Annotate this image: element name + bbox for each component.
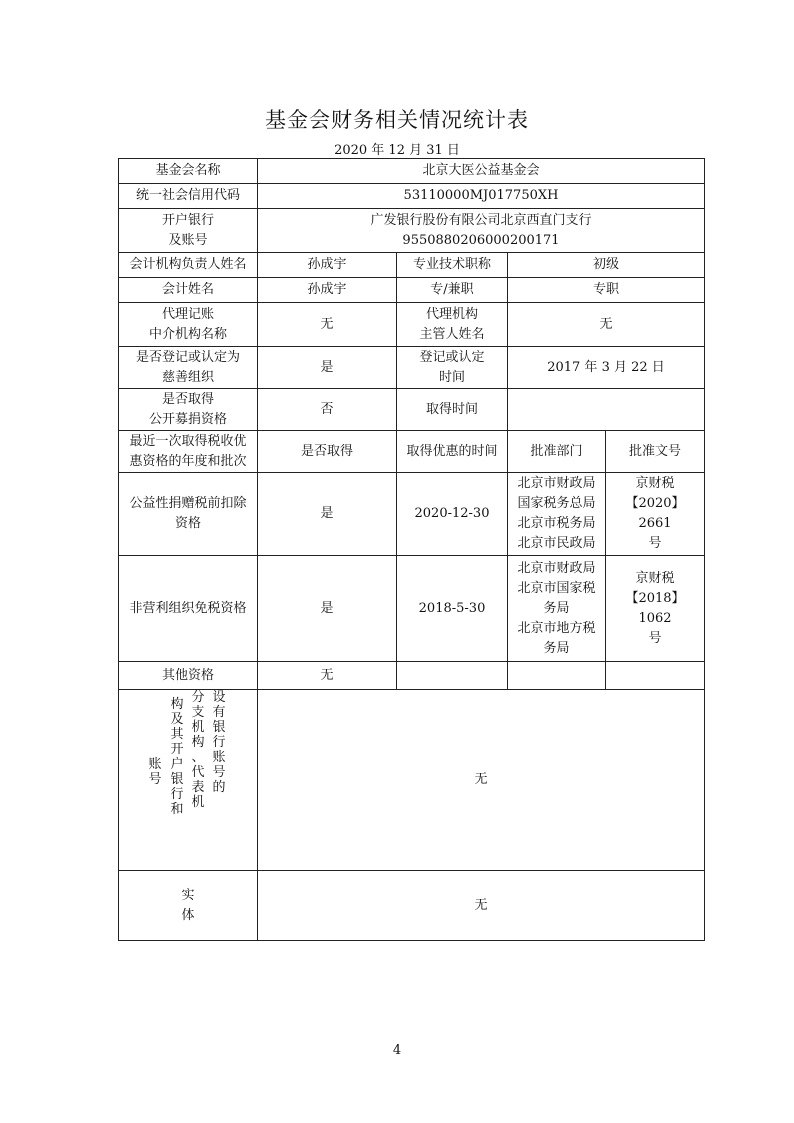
tax-header-label	[119, 431, 258, 473]
vertical-column	[212, 690, 226, 795]
vertical-char: 构	[170, 697, 184, 712]
acct-head-value: 孙成宇	[258, 253, 397, 278]
entity-value: 无	[258, 871, 705, 941]
doc-line: 京财税	[635, 570, 675, 586]
entity-label-char: 体	[181, 907, 195, 923]
row-entity	[119, 871, 705, 941]
vertical-char: 构	[191, 735, 205, 750]
fundraise-label	[119, 389, 258, 431]
doc-line: 京财税	[635, 476, 675, 491]
fundraise-value: 否	[258, 389, 397, 431]
row-bank	[119, 209, 705, 253]
row-tax-exempt	[119, 556, 705, 662]
dept-line: 务局	[543, 640, 570, 656]
page-title: 基金会财务相关情况统计表	[265, 108, 529, 132]
vertical-char: 设	[212, 690, 226, 705]
tax-row-label-line: 资格	[174, 516, 201, 531]
charity-time-label-line: 时间	[438, 369, 465, 385]
dept-line: 北京市国家税	[517, 580, 596, 596]
agency-label-line: 中介机构名称	[148, 326, 227, 342]
vertical-char: 银	[170, 772, 184, 787]
page-number: 4	[392, 1043, 402, 1058]
vertical-char: 号	[212, 765, 226, 780]
doc-line: 【2018】1062	[625, 590, 685, 626]
other-empty	[397, 662, 508, 690]
vertical-char: 及	[170, 712, 184, 727]
dept-line: 务局	[543, 600, 570, 616]
vertical-char: 账	[212, 750, 226, 765]
tax-header-time: 取得优惠的时间	[397, 431, 508, 473]
vertical-char: 机	[191, 795, 205, 810]
accountant-label: 会计姓名	[119, 278, 258, 303]
row-agency	[119, 303, 705, 347]
credit-code-label: 统一社会信用代码	[119, 184, 258, 209]
tax-row-label	[119, 473, 258, 556]
row-accountant	[119, 278, 705, 303]
report-date: 2020 年 12 月 31 日	[334, 143, 460, 158]
dept-line: 北京市税务局	[517, 516, 596, 531]
other-value: 无	[258, 662, 397, 690]
tax-row-doc	[606, 556, 705, 662]
charity-value: 是	[258, 347, 397, 389]
dept-line: 北京市民政局	[517, 536, 596, 551]
vertical-char: 分	[191, 690, 205, 705]
tax-row-doc	[606, 473, 705, 556]
entity-label-vertical	[122, 886, 254, 926]
dept-line: 国家税务总局	[517, 496, 596, 511]
vertical-char: 、	[191, 750, 205, 765]
other-label: 其他资格	[119, 662, 258, 690]
vertical-column	[148, 757, 162, 787]
entity-label	[119, 871, 258, 941]
vertical-char: 账	[148, 757, 162, 772]
row-credit-code	[119, 184, 705, 209]
charity-time-value: 2017 年 3 月 22 日	[508, 347, 705, 389]
doc-line: 号	[648, 536, 662, 551]
doc-line: 【2020】2661	[625, 496, 685, 531]
vertical-char: 其	[170, 727, 184, 742]
bank-account: 9550880206000200171	[402, 232, 560, 248]
vertical-char: 户	[170, 757, 184, 772]
fund-name-label: 基金会名称	[119, 159, 258, 184]
agency-head-label	[397, 303, 508, 347]
tax-row-time: 2020-12-30	[397, 473, 508, 556]
tax-row-label-line: 非营利组织免税资格	[129, 600, 247, 616]
fundraise-label-line: 公开募捐资格	[148, 411, 227, 427]
dept-line: 北京市财政局	[517, 560, 596, 576]
row-tax-header	[119, 431, 705, 473]
tax-header-doc: 批准文号	[606, 431, 705, 473]
fulltime-value: 专职	[508, 278, 705, 303]
agency-head-value: 无	[508, 303, 705, 347]
entity-label-char: 实	[181, 887, 195, 903]
fundraise-time-value	[508, 389, 705, 431]
branch-label	[119, 690, 258, 871]
row-fundraise	[119, 389, 705, 431]
branch-value: 无	[258, 690, 705, 871]
tax-header-label-line: 惠资格的年度和批次	[129, 453, 247, 469]
vertical-char: 行	[212, 735, 226, 750]
vertical-char: 的	[212, 780, 226, 795]
dept-line: 北京市财政局	[517, 476, 596, 491]
fundraise-time-label: 取得时间	[397, 389, 508, 431]
tax-row-time: 2018-5-30	[397, 556, 508, 662]
tax-header-dept: 批准部门	[508, 431, 606, 473]
accountant-value: 孙成宇	[258, 278, 397, 303]
vertical-char: 表	[191, 780, 205, 795]
bank-label	[119, 209, 258, 253]
tax-row-dept	[508, 556, 606, 662]
credit-code-value: 53110000MJ017750XH	[258, 184, 705, 209]
tax-row-obtained: 是	[258, 473, 397, 556]
tax-header-label-line: 最近一次取得税收优	[129, 433, 247, 449]
tax-row-label-line: 公益性捐赠税前扣除	[129, 496, 247, 511]
vertical-char: 开	[170, 742, 184, 757]
tax-row-label	[119, 556, 258, 662]
charity-time-label	[397, 347, 508, 389]
vertical-char: 机	[191, 720, 205, 735]
bank-name: 广发银行股份有限公司北京西直门支行	[370, 212, 592, 228]
row-charity	[119, 347, 705, 389]
bank-label-line: 及账号	[168, 232, 208, 248]
acct-head-label: 会计机构负责人姓名	[119, 253, 258, 278]
tax-header-obtained: 是否取得	[258, 431, 397, 473]
charity-label-line: 慈善组织	[161, 369, 214, 385]
charity-label	[119, 347, 258, 389]
charity-label-line: 是否登记或认定为	[135, 349, 240, 365]
row-fund-name	[119, 159, 705, 184]
fund-name-value: 北京大医公益基金会	[258, 159, 705, 184]
other-empty	[606, 662, 705, 690]
dept-line: 北京市地方税	[517, 620, 596, 636]
vertical-char: 支	[191, 705, 205, 720]
doc-line: 号	[648, 630, 662, 646]
agency-label-line: 代理记账	[161, 306, 214, 322]
vertical-char: 银	[212, 720, 226, 735]
bank-value	[258, 209, 705, 253]
vertical-char: 和	[170, 802, 184, 817]
tax-row-dept	[508, 473, 606, 556]
bank-label-line: 开户银行	[161, 212, 214, 228]
vertical-char: 有	[212, 705, 226, 720]
agency-head-label-line: 主管人姓名	[419, 326, 485, 342]
row-tax-deduction	[119, 473, 705, 556]
other-empty	[508, 662, 606, 690]
prof-title-value: 初级	[508, 253, 705, 278]
tax-row-obtained: 是	[258, 556, 397, 662]
branch-label-vertical	[119, 690, 257, 870]
charity-time-label-line: 登记或认定	[419, 349, 485, 365]
vertical-column	[170, 697, 184, 817]
fulltime-label: 专/兼职	[397, 278, 508, 303]
row-branch	[119, 690, 705, 871]
agency-value: 无	[258, 303, 397, 347]
agency-head-label-line: 代理机构	[425, 306, 478, 322]
fundraise-label-line: 是否取得	[161, 391, 214, 407]
vertical-char: 代	[191, 765, 205, 780]
vertical-column	[191, 690, 205, 810]
stats-table	[118, 158, 705, 941]
prof-title-label: 专业技术职称	[397, 253, 508, 278]
agency-label	[119, 303, 258, 347]
row-acct-head	[119, 253, 705, 278]
vertical-char: 行	[170, 787, 184, 802]
vertical-char: 号	[148, 772, 162, 787]
row-other	[119, 662, 705, 690]
